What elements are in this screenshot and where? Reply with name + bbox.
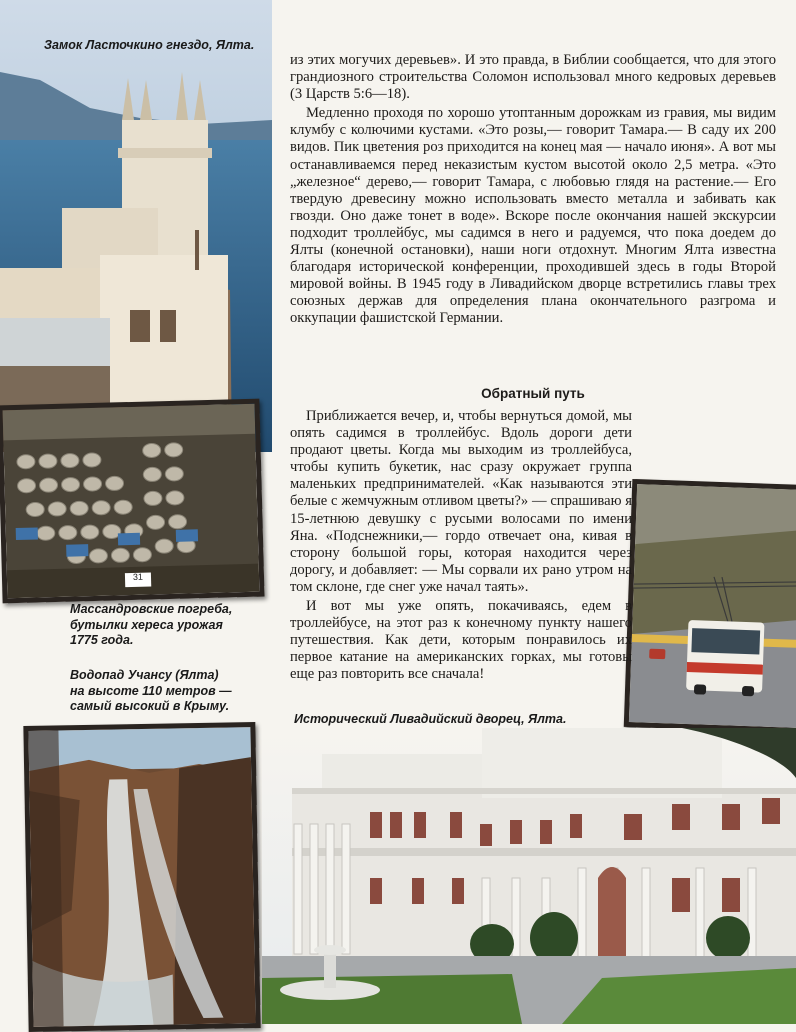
cellars-photo [0,399,265,604]
article-paragraph-3: Приближается вечер, и, чтобы вернуться домой, мы опять садимся в троллейбус. Вдоль дороги дети продают цветы. Когда мы выходим из троллейбуса, чтобы купить букетик, нас сразу окружает группа маленьких предпринимателей. «Как называются эти белые с жемчужным отливом цветы?» — спрашиваю я 15-летнюю девушку с русыми волосами по имени Яна. «Подснежники,— гордо отвечает она, кивая в сторону большой горы, которая находится через дорогу, и добавляет: — Мы сорвали их рано утром на том склоне, где снег уже начал таять». [290,408,632,595]
section-heading: Обратный путь [481,386,585,401]
trolleybus-photo [624,479,796,733]
castle-photo [0,0,272,452]
waterfall-photo [23,722,260,1032]
castle-caption: Замок Ласточкино гнездо, Ялта. [44,38,255,52]
cellar-tag-label: 31 [132,571,144,582]
article-paragraph-2: Медленно проходя по хорошо утоптанным дорожкам из гравия, мы видим клумбу с колючими кустами. «Это розы,— говорит Тамара.— В саду их 200 видов. Пик цветения роз приходится на конец мая — начало июня». А вот мы останавливаемся перед неказистым кустом высотой около 2,5 метра. «Это „железное“ дерево,— говорит Тамара, с любовью глядя на растение.— Его твердую древесину можно использовать вместо металла и забивать как гвозди. Оно даже тонет в воде». Вскоре после окончания нашей экскурсии подходит троллейбус, мы садимся в него и радуемся, что пока доедем до Ялты (конечной остановки), наши ноги отдохнут. Многим Ялта известна благодаря исторической конференции, проходившей здесь в годы Второй мировой войны. В 1945 году в Ливадийском дворце встретились главы трех союзных держав для определения плана окончательного разгрома и оккупации фашистской Германии. [290,105,776,327]
cellars-caption: Массандровские погреба, бутылки хереса урожая 1775 года. [70,602,233,647]
article-column-top [290,52,776,328]
palace-photo [262,728,796,1024]
article-paragraph-4: И вот мы уже опять, покачиваясь, едем в троллейбусе, на этот раз к конечному пункту нашего путешествия. Как дети, которым понравилось их первое катание на американских горках, мы готовы еще раз повторить все сначала! [290,598,632,683]
article-paragraph-1: из этих могучих деревьев». И это правда, в Библии сообщается, что для этого грандиозного строительства Соломон использовал много кедровых деревьев (3 Царств 5:6—18). [290,52,776,103]
waterfall-caption: Водопад Учансу (Ялта) на высоте 110 метров — самый высокий в Крыму. [70,668,232,713]
article-column-bottom [290,408,632,684]
palace-caption: Исторический Ливадийский дворец, Ялта. [294,712,567,726]
